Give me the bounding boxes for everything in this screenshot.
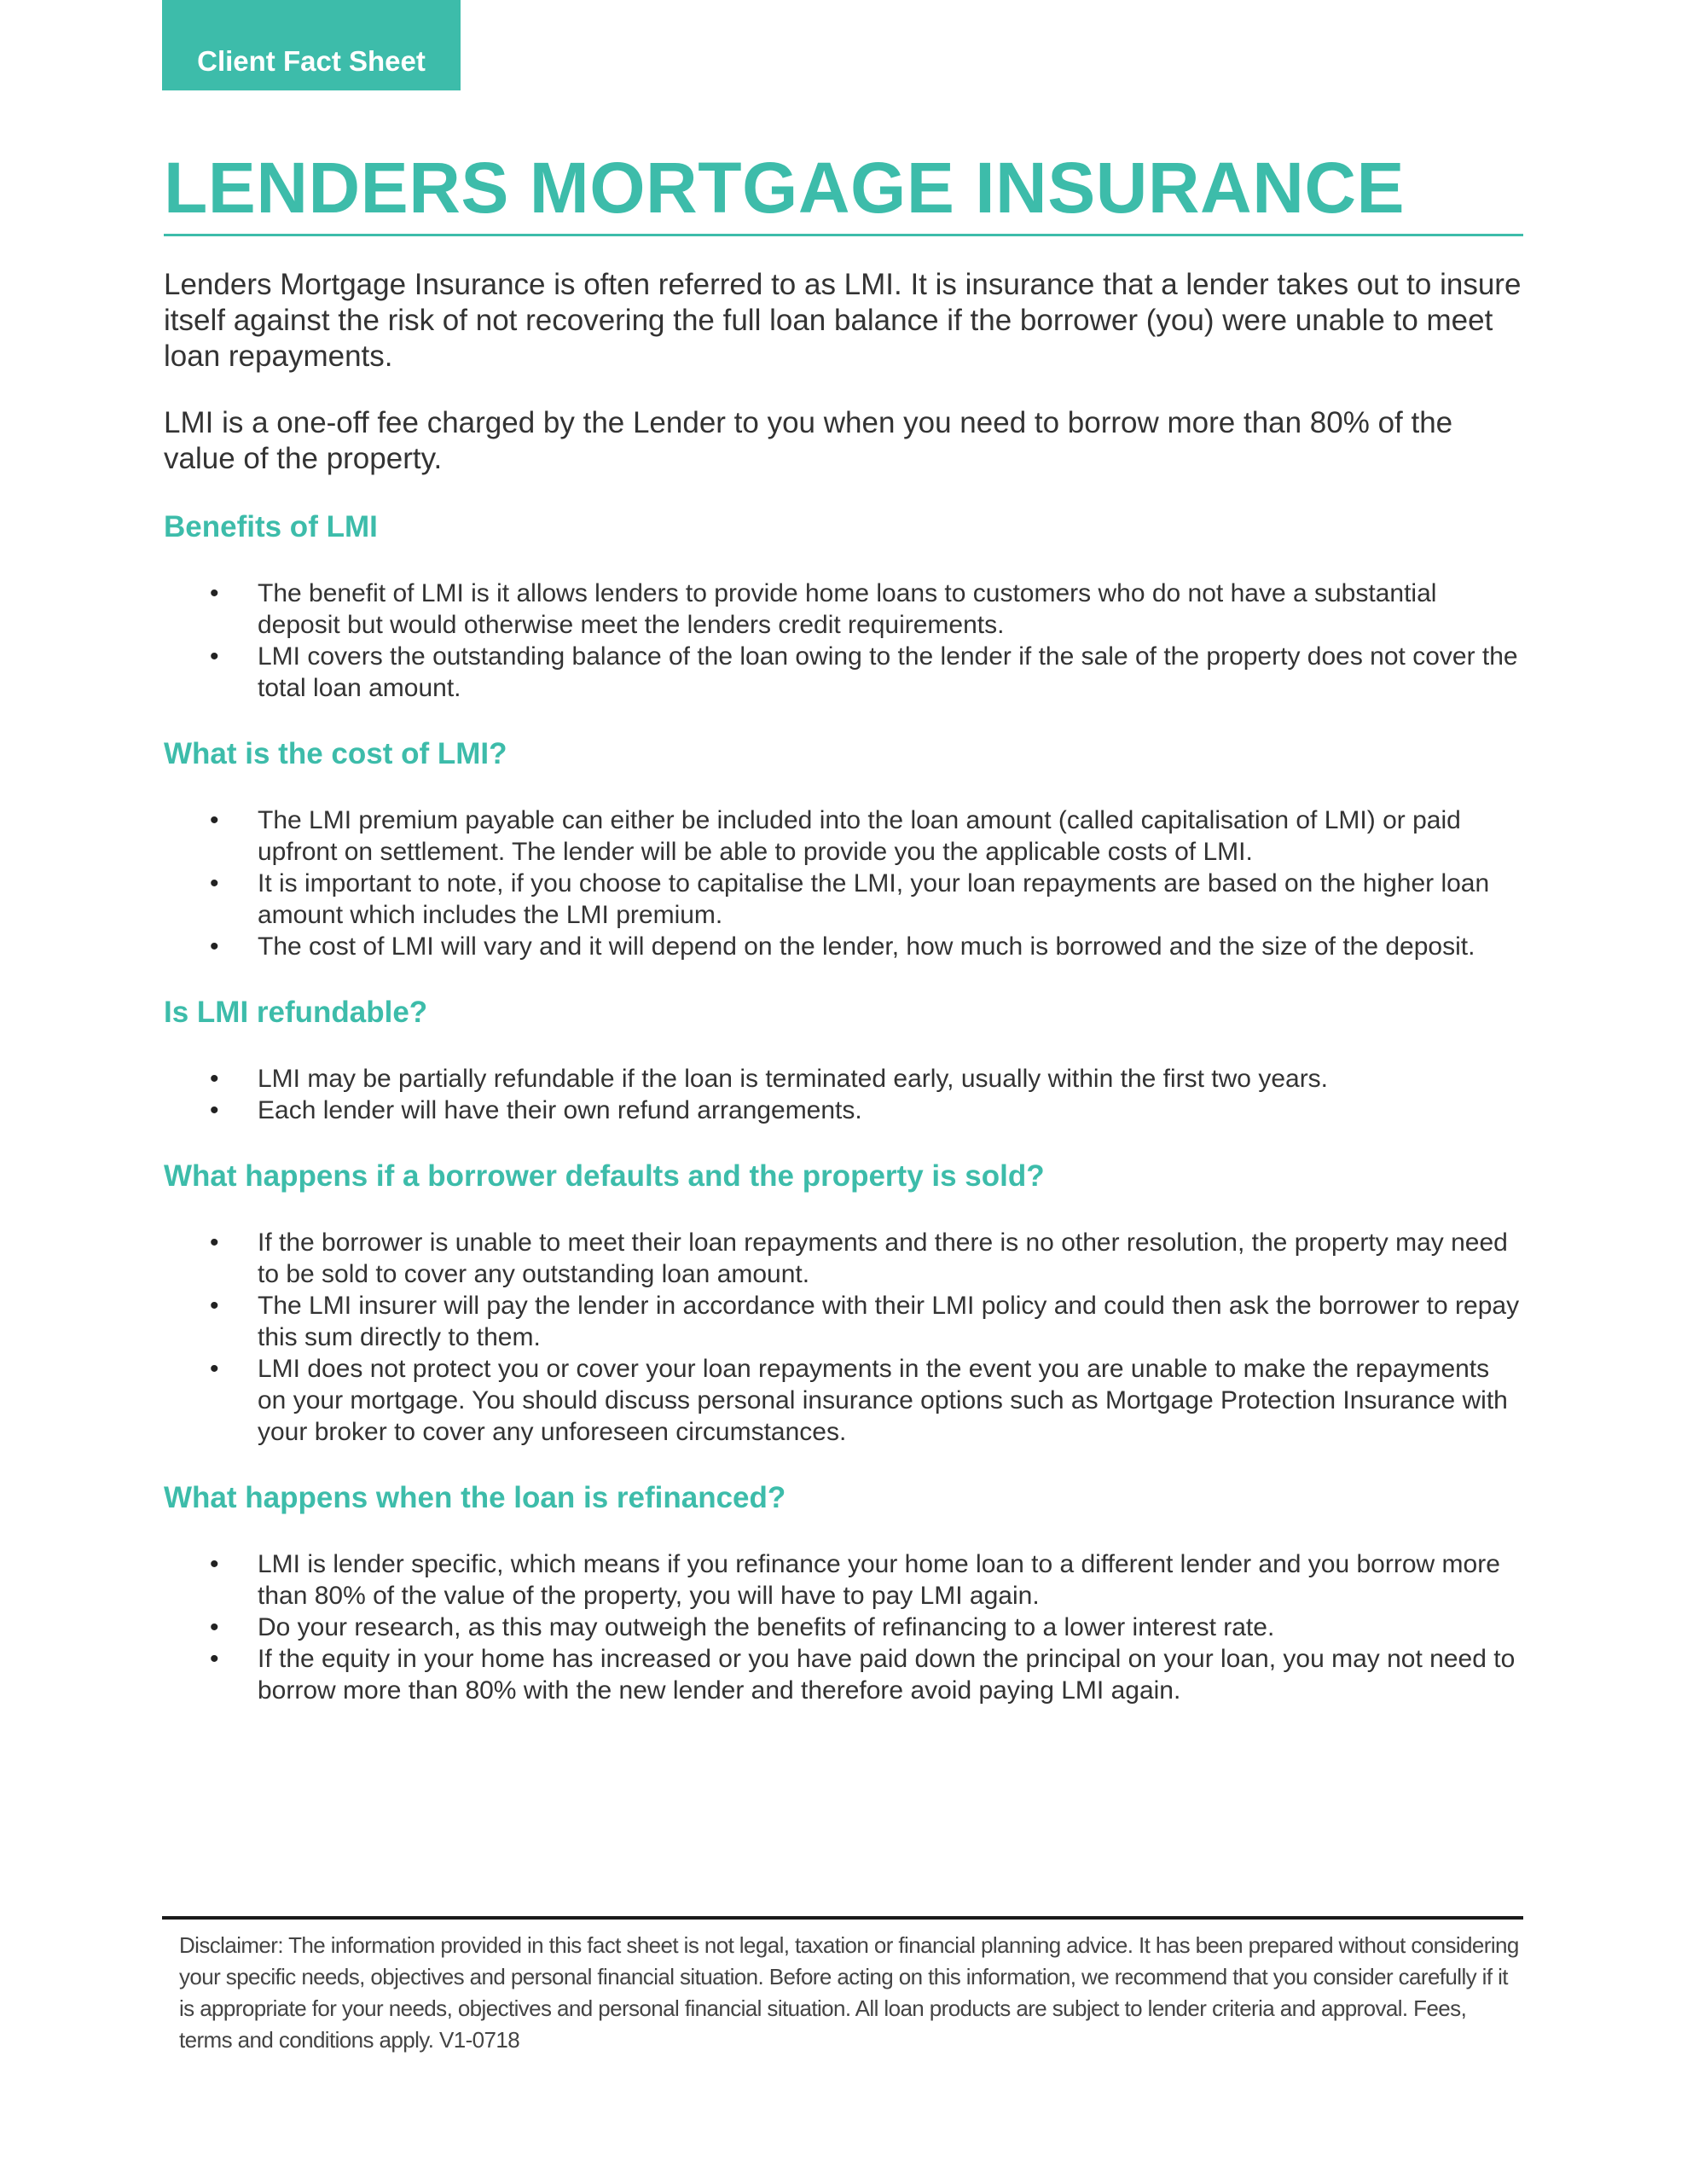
footer-divider xyxy=(162,1916,1523,1920)
list-item: • The benefit of LMI is it allows lenders to provide home loans to customers who do not have a substantial deposit but would otherwise meet the lenders credit requirements. xyxy=(164,578,1523,641)
list-item: • LMI does not protect you or cover your loan repayments in the event you are unable to make the repayments on your mortgage. You should discuss personal insurance options such as Mortgage Protection Insurance with your broker to cover any unforeseen circumstances. xyxy=(164,1353,1523,1448)
list-item: • If the borrower is unable to meet their loan repayments and there is no other resolution, the property may need to be sold to cover any outstanding loan amount. xyxy=(164,1227,1523,1290)
client-fact-sheet-tab: Client Fact Sheet xyxy=(162,0,461,90)
section-heading-refinanced: What happens when the loan is refinanced? xyxy=(164,1481,786,1514)
cost-list xyxy=(164,804,1523,962)
section-default xyxy=(164,1159,1523,1448)
section-benefits xyxy=(164,509,1523,704)
list-item: • The cost of LMI will vary and it will depend on the lender, how much is borrowed and the size of the deposit. xyxy=(164,931,1523,962)
default-list xyxy=(164,1227,1523,1448)
section-refundable xyxy=(164,995,1523,1126)
section-heading-default: What happens if a borrower defaults and the property is sold? xyxy=(164,1159,1045,1193)
fact-sheet-content xyxy=(164,145,1523,1706)
section-refinanced xyxy=(164,1480,1523,1706)
list-item: • LMI covers the outstanding balance of the loan owing to the lender if the sale of the property does not cover the total loan amount. xyxy=(164,641,1523,704)
list-item: • Do your research, as this may outweigh the benefits of refinancing to a lower interest rate. xyxy=(164,1612,1523,1643)
section-heading-refundable: Is LMI refundable? xyxy=(164,996,428,1029)
disclaimer-text: Disclaimer: The information provided in this fact sheet is not legal, taxation or financial planning advice. It has been prepared without considering your specific needs, objectives and personal financial situation. Before acting on this information, we recommend that you consider carefully if it is appropriate for your needs, objectives and personal financial situation. All loan products are subject to lender criteria and approval. Fees, terms and conditions apply. V1-0718 xyxy=(179,1932,1519,2053)
list-item: • The LMI premium payable can either be included into the loan amount (called capitalisation of LMI) or paid upfront on settlement. The lender will be able to provide you the applicable costs of LMI. xyxy=(164,804,1523,868)
refinanced-list xyxy=(164,1548,1523,1706)
intro-paragraph-1: Lenders Mortgage Insurance is often referred to as LMI. It is insurance that a lender takes out to insure itself against the risk of not recovering the full loan balance if the borrower (you) were unable to meet loan repayments. xyxy=(164,268,1522,373)
section-heading-benefits: Benefits of LMI xyxy=(164,510,378,543)
list-item: • LMI may be partially refundable if the loan is terminated early, usually within the first two years. xyxy=(164,1063,1523,1095)
list-item: • Each lender will have their own refund arrangements. xyxy=(164,1095,1523,1126)
list-item: • LMI is lender specific, which means if you refinance your home loan to a different lender and you borrow more than 80% of the value of the property, you will have to pay LMI again. xyxy=(164,1548,1523,1612)
intro-paragraph-2: LMI is a one-off fee charged by the Lender to you when you need to borrow more than 80% of the value of the property. xyxy=(164,406,1453,475)
benefits-list xyxy=(164,578,1523,704)
list-item: • It is important to note, if you choose to capitalise the LMI, your loan repayments are based on the higher loan amount which includes the LMI premium. xyxy=(164,868,1523,931)
list-item: • If the equity in your home has increased or you have paid down the principal on your loan, you may not need to borrow more than 80% with the new lender and therefore avoid paying LMI again. xyxy=(164,1643,1523,1706)
page-title: LENDERS MORTGAGE INSURANCE xyxy=(164,145,1523,236)
refundable-list xyxy=(164,1063,1523,1126)
section-heading-cost: What is the cost of LMI? xyxy=(164,737,507,770)
list-item: • The LMI insurer will pay the lender in accordance with their LMI policy and could then ask the borrower to repay this sum directly to them. xyxy=(164,1290,1523,1353)
section-cost xyxy=(164,736,1523,962)
